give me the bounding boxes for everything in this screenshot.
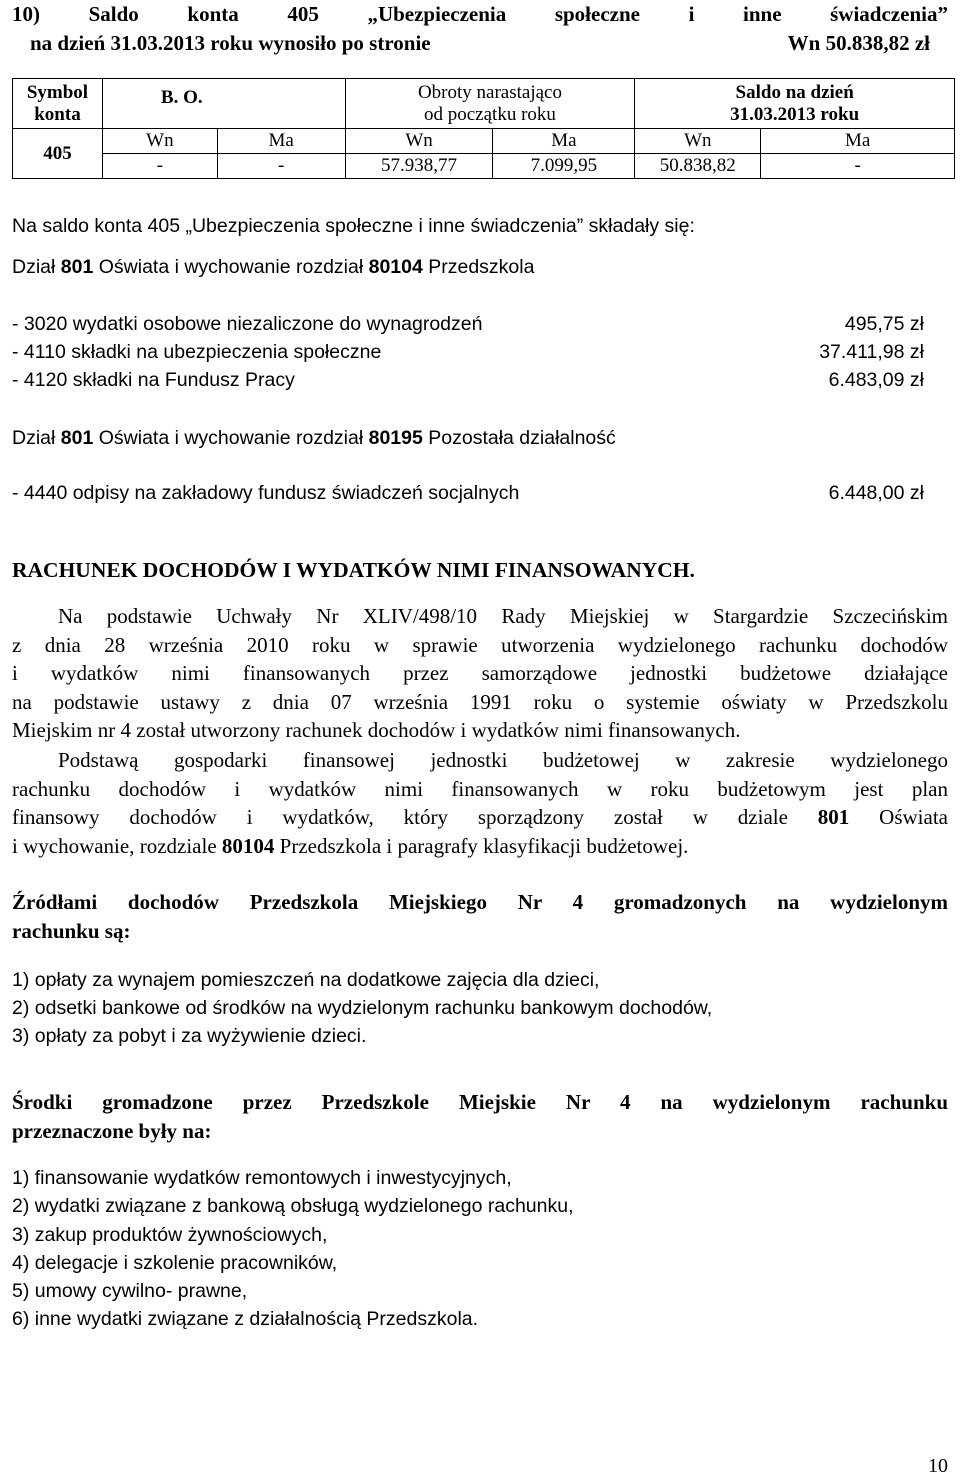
dzial-mid: Oświata i wychowanie rozdział (93, 427, 369, 449)
rozdzial-number: 80195 (368, 427, 423, 449)
list-item: 1) opłaty za wynajem pomieszczeń na dodatkowe zajęcia dla dzieci, (12, 969, 600, 991)
dzial-number: 801 (60, 427, 94, 449)
list-item: 6) inne wydatki związane z działalnością Przedszkola. (12, 1308, 479, 1330)
paragraph-line: i wydatków nimi finansowanych przez samorządowe jednostki budżetowe działające (12, 661, 948, 686)
paragraph-line: z dnia 28 września 2010 roku w sprawie utworzenia wydzielonego rachunku dochodów (12, 632, 948, 657)
text-span: Oświata (849, 805, 948, 830)
paragraph-line: Podstawą gospodarki finansowej jednostki budżetowej w zakresie wydzielonego (58, 748, 948, 772)
paragraph-1 (12, 602, 948, 745)
list-item: 3) zakup produktów żywnościowych, (12, 1224, 328, 1246)
item-amount: 6.483,09 zł (828, 369, 924, 391)
item-label: - 4120 składki na Fundusz Pracy (12, 369, 295, 391)
list-item (12, 313, 924, 336)
paragraph-line (12, 803, 948, 832)
bo-header (102, 79, 345, 129)
saldo-label-1: Saldo na dzień (735, 81, 854, 103)
heading-line: Środki gromadzone przez Przedszkole Miejskie Nr 4 na wydzielonym rachunku (12, 1090, 948, 1114)
konta-label: konta (34, 103, 81, 125)
item-label: - 4440 odpisy na zakładowy fundusz świadczeń socjalnych (12, 482, 520, 504)
section-heading (12, 2, 948, 56)
list-item (12, 369, 924, 392)
heading-word: 10) (12, 2, 40, 26)
heading-word: „Ubezpieczenia (367, 2, 507, 26)
zrodla-heading (12, 888, 948, 945)
heading-word: Saldo (88, 2, 139, 26)
dzial-number: 801 (817, 805, 850, 830)
heading-word: świadczenia” (830, 2, 948, 26)
list-item: 3) opłaty za pobyt i za wyżywienie dzieci. (12, 1025, 367, 1047)
list-item: 2) wydatki związane z bankową obsługą wydzielonego rachunku, (12, 1195, 574, 1217)
list-item (12, 341, 924, 364)
heading-word: i (688, 2, 695, 26)
dzial-80195-line (12, 424, 948, 452)
heading-line2-left: na dzień 31.03.2013 roku wynosiło po stronie (30, 31, 431, 55)
col-header: Ma (761, 129, 955, 154)
heading-line-2 (12, 31, 930, 56)
balance-table (12, 78, 955, 179)
table-cell: 50.838,82 (635, 154, 761, 179)
dzial-number: 801 (60, 256, 94, 278)
col-header: Wn (635, 129, 761, 154)
item-label: - 4110 składki na ubezpieczenia społeczne (12, 341, 382, 363)
page-number: 10 (928, 1455, 948, 1477)
text-span: i wychowanie, rozdziale (12, 833, 222, 858)
col-header: Ma (217, 129, 345, 154)
obroty-label-2: od początku roku (424, 103, 556, 125)
konto-number: 405 (13, 129, 103, 179)
rozdzial-name: Przedszkola (422, 256, 535, 278)
dzial-pre: Dział (12, 256, 61, 278)
heading-line: przeznaczone były na: (12, 1118, 212, 1143)
col-header: Ma (493, 129, 635, 154)
heading-line2-right: Wn 50.838,82 zł (787, 31, 930, 55)
paragraph-line: Miejskim nr 4 został utworzony rachunek dochodów i wydatków nimi finansowanych. (12, 718, 741, 743)
heading-line-1 (12, 2, 948, 27)
heading-word: społeczne (554, 2, 640, 26)
table-cell: 7.099,95 (493, 154, 635, 179)
dzial-mid: Oświata i wychowanie rozdział (93, 256, 369, 278)
heading-word: 405 (287, 2, 319, 26)
obroty-header (345, 79, 635, 129)
list-item (12, 482, 924, 505)
srodki-heading (12, 1088, 948, 1145)
bo-label: B. O. (160, 86, 203, 108)
heading-line: rachunku są: (12, 918, 131, 943)
paragraph-line: rachunku dochodów i wydatków nimi finansowanych w roku budżetowym jest plan (12, 776, 948, 801)
list-item: 2) odsetki bankowe od środków na wydzielonym rachunku bankowym dochodów, (12, 997, 713, 1019)
rozdzial-number: 80104 (221, 833, 275, 858)
list-item: 4) delegacje i szkolenie pracowników, (12, 1252, 338, 1274)
rozdzial-name: Pozostała działalność (422, 427, 616, 449)
item-amount: 37.411,98 zł (819, 341, 924, 363)
table-cell: - (102, 154, 217, 179)
obroty-label-1: Obroty narastająco (417, 81, 562, 103)
table-cell: - (761, 154, 955, 179)
section-title: RACHUNEK DOCHODÓW I WYDATKÓW NIMI FINANSOWANYCH. (12, 558, 695, 582)
table-cell: 57.938,77 (345, 154, 493, 179)
dzial-pre: Dział (12, 427, 61, 449)
heading-word: konta (187, 2, 239, 26)
item-amount: 495,75 zł (844, 313, 924, 335)
list-item: 1) finansowanie wydatków remontowych i inwestycyjnych, (12, 1167, 512, 1189)
paragraph-line: Na podstawie Uchwały Nr XLIV/498/10 Rady Miejskiej w Stargardzie Szczecińskim (58, 604, 948, 628)
dzial-80104-line (12, 253, 948, 281)
paragraph-line (12, 832, 948, 861)
symbol-label: Symbol (26, 81, 89, 103)
intro-text: Na saldo konta 405 „Ubezpieczenia społeczne i inne świadczenia” składały się: (12, 215, 695, 237)
list-item: 5) umowy cywilno- prawne, (12, 1280, 248, 1302)
text-span: finansowy dochodów i wydatków, który sporządzony został w dziale (12, 805, 818, 830)
paragraph-line: na podstawie ustawy z dnia 07 września 1991 roku o systemie oświaty w Przedszkolu (12, 689, 948, 714)
paragraph-2 (12, 746, 948, 860)
col-header: Wn (345, 129, 493, 154)
saldo-label-2: 31.03.2013 roku (730, 103, 860, 125)
table-cell: - (217, 154, 345, 179)
heading-line: Źródłami dochodów Przedszkola Miejskiego Nr 4 gromadzonych na wydzielonym (12, 890, 948, 914)
text-span: Przedszkola i paragrafy klasyfikacji budżetowej. (274, 833, 689, 858)
rozdzial-number: 80104 (368, 256, 423, 278)
item-amount: 6.448,00 zł (828, 482, 924, 504)
item-label: - 3020 wydatki osobowe niezaliczone do wynagrodzeń (12, 313, 483, 335)
col-header: Wn (102, 129, 217, 154)
saldo-header (635, 79, 955, 129)
heading-word: inne (743, 2, 782, 26)
